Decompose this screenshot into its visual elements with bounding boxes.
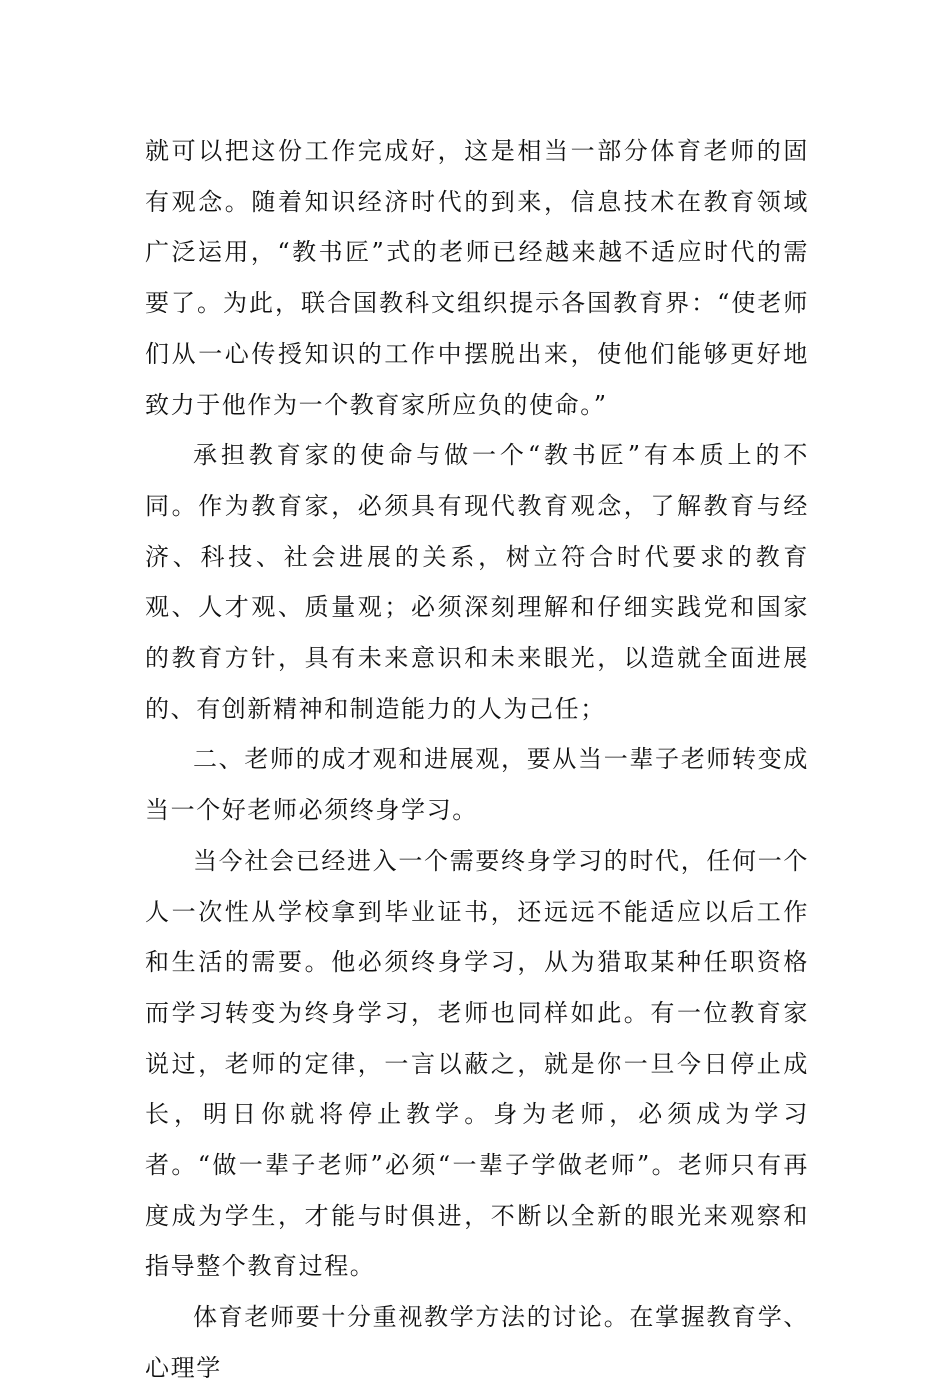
paragraph-4: 当今社会已经进入一个需要终身学习的时代，任何一个人一次性从学校拿到毕业证书，还远远不能适应以后工作和生活的需要。他必须终身学习，从为猎取某种任职资格而学习转变为终身学习，老师也同样如此。有一位教育家说过，老师的定律，一言以蔽之，就是你一旦今日停止成长，明日你就将停止教学。身为老师，必须成为学习者。“做一辈子老师”必须“一辈子学做老师”。老师只有再度成为学生，才能与时俱进，不断以全新的眼光来观察和指导整个教育过程。 — [145, 846, 809, 1281]
paragraph-2: 承担教育家的使命与做一个“教书匠”有本质上的不同。作为教育家，必须具有现代教育观念，了解教育与经济、科技、社会进展的关系，树立符合时代要求的教育观、人才观、质量观；必须深刻理解和仔细实践党和国家的教育方针，具有未来意识和未来眼光，以造就全面进展的、有创新精神和制造能力的人为己任； — [145, 441, 809, 723]
paragraph-3-heading: 二、老师的成才观和进展观，要从当一辈子老师转变成当一个好老师必须终身学习。 — [145, 745, 809, 825]
paragraph-1: 就可以把这份工作完成好，这是相当一部分体育老师的固有观念。随着知识经济时代的到来，信息技术在教育领域广泛运用，“教书匠”式的老师已经越来越不适应时代的需要了。为此，联合国教科文组织提示各国教育界：“使老师们从一心传授知识的工作中摆脱出来，使他们能够更好地致力于他作为一个教育家所应负的使命。” — [145, 137, 809, 419]
body-text — [145, 126, 809, 1394]
paragraph-5: 体育老师要十分重视教学方法的讨论。在掌握教育学、心理学 — [145, 1303, 809, 1382]
